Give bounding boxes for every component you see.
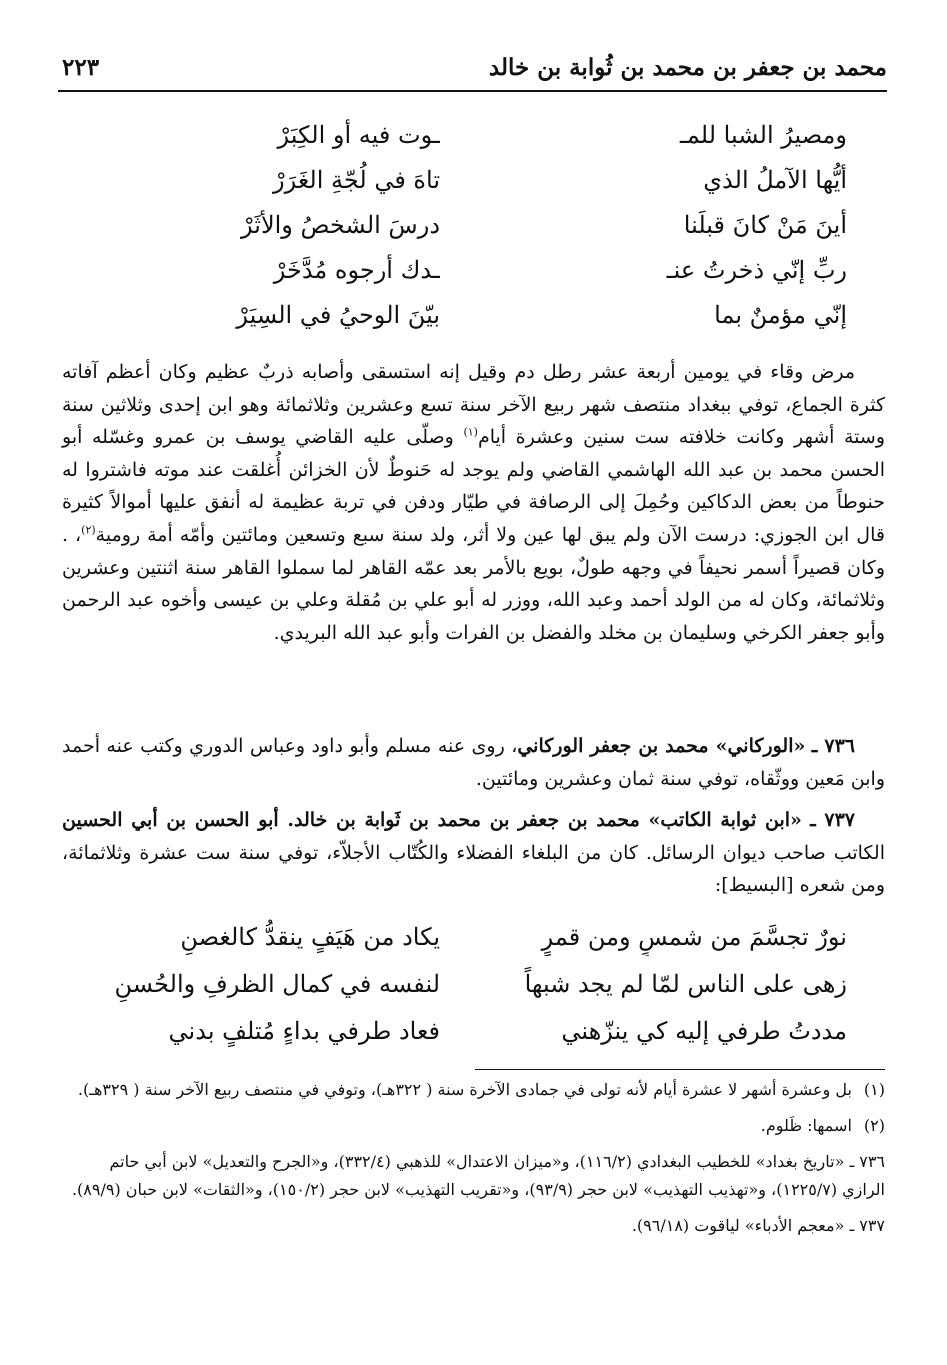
entry-number: ٧٣٧ ـ [810,809,855,831]
footnote-marker: (٢) [863,1116,885,1135]
footnote-text: بل وعشرة أشهر لا عشرة أيام لأنه تولى في جمادى الآخرة سنة ( ٣٢٢هـ)، وتوفي في منتصف ربيع الآخر سنة ( ٣٢٩هـ). [77,1080,852,1099]
footnotes [62,1076,885,1248]
hemistich-first: أينَ مَنْ كانَ قبلَنا [683,211,847,239]
biography-text [62,356,885,649]
entry-text: ، روى عنه مسلم وأبو داود وعباس الدوري وكتب عنه أحمد وابن مَعين ووثّقاه، توفي سنة ثمان وعشرين ومائتين. [62,735,885,790]
hemistich-first: ومصيرُ الشبا للمـ [679,121,847,149]
hemistich-first: مددتُ طرفي إليه كي ينزّهني [561,1017,847,1045]
entry-paragraph [62,730,885,795]
hemistich-second: درسَ الشخصُ والأثَرْ [241,211,440,239]
verse [100,251,847,296]
page-header [58,50,887,92]
verse [100,296,847,341]
entry-737 [62,804,885,902]
source-reference: ٧٣٦ ـ «تاريخ بغداد» للخطيب البغدادي (١١٦/٢)، و«ميزان الاعتدال» للذهبي (٣٣٢/٤)، و«الجرح والتعديل» لابن أبي حاتم الرازي (١٢٢٥/٧)، و«تهذيب التهذيب» لابن حجر (٩٣/٩)، و«تقريب التهذيب» لابن حجر (١٥٠/٢)، و«الثقات» لابن حبان (٨٩/٩). [71,1152,885,1199]
hemistich-first: نورٌ تجسَّمَ من شمسٍ ومن قمرٍ [541,923,847,951]
verse [100,161,847,206]
text-part: مرض وقاء في يومين أربعة عشر رطل دم وقيل إنه استسقى وأصابه ذربٌ عظيم وكان أعظم آفاته كثرة الجماع، توفي ببغداد منتصف شهر ربيع الآخر سنة تسع وعشرين وثلاثمائة وهو ابن إحدى وثلاثين سنة وستة أشهر وكانت خلافته ست سنين وعشرة أيام [62,361,885,449]
entry-paragraph [62,804,885,902]
verse [100,206,847,251]
hemistich-second: ـوت فيه أو الكِبَرْ [277,121,440,149]
verse [100,116,847,161]
footnote [62,1076,885,1104]
source-reference: ٧٣٧ ـ «معجم الأدباء» لياقوت (٩٦/١٨). [631,1216,885,1235]
page-number: ٢٢٣ [62,54,100,81]
poem-top [100,116,847,341]
hemistich-second: ـدك أرجوه مُدَّخَرْ [273,256,440,284]
footnote-ref[interactable]: (١) [463,425,478,439]
hemistich-first: أيُّها الآملُ الذي [703,166,847,194]
footnote-text: اسمها: ظَلوم. [760,1116,852,1135]
text-part: وصلّى عليه القاضي يوسف بن عمرو وغسّله أبو الحسن محمد بن عبد الله الهاشمي القاضي ولم يوجد له حَنوطٌ لأن الخزائن أُغلقت عند موته فاشتروا له حنوطاً من بعض الدكاكين وحُمِلَ إلى الرصافة في طيّار ودفن في تربة عظيمة له أنفق عليها أموالاً كثيرة قال ابن الجوزي: درست الآن ولم يبق لها عين ولا أثر، ولد سنة سبع وتسعين ومائتين وأمّه أمة رومية [62,426,885,546]
running-title: محمد بن جعفر بن محمد بن ثُوابة بن خالد [488,54,887,81]
hemistich-first: إنّي مؤمنٌ بما [714,301,847,329]
text-part: ، . وكان قصيراً أسمر نحيفاً في وجهه طولٌ، بويع بالأمر بعد عمّه القاهر لما سملوا القاهر سنة اثنتين وعشرين وثلاثمائة، وكان له من الولد أحمد وعبد الله، ووزر له أبو علي بن مُقلة وعلي بن عيسى وأخوه عبد الرحمن وأبو جعفر الكرخي وسليمان بن مخلد والفضل بن الفرات وأبو عبد الله البريدي. [62,523,885,644]
hemistich-second: يكاد من هَيَفٍ ينقدُّ كالغصنِ [180,923,440,951]
poem-bottom [100,918,847,1059]
hemistich-first: ربِّ إنّي ذخرتُ عنـ [666,256,847,284]
hemistich-second: تاهَ في لُجّةِ الغَرَرْ [273,166,440,194]
verse [100,1012,847,1059]
hemistich-second: بيّنَ الوحيُ في السِيَرْ [236,301,440,329]
entry-title: «ابن ثوابة الكاتب» محمد بن جعفر بن محمد بن ثَوابة بن خالد. أبو الحسن بن أبي الحسين [62,809,802,831]
hemistich-second: فعاد طرفي بداءٍ مُتلفٍ بدني [168,1017,440,1045]
footnote-marker: (١) [863,1080,885,1099]
footnote [62,1112,885,1140]
hemistich-first: زهى على الناس لمّا لم يجد شبهاً [524,970,847,998]
biography-paragraph [62,356,885,649]
entry-736 [62,730,885,795]
hemistich-second: لنفسه في كمال الظرفِ والحُسنِ [114,970,440,998]
verse [100,918,847,965]
entry-number: ٧٣٦ ـ [811,735,856,757]
entry-text: الكاتب صاحب ديوان الرسائل. كان من البلغاء الفضلاء والكُتّاب الأجلاّء، توفي سنة ست عشرة وثلاثمائة، ومن شعره [البسيط]: [62,841,885,897]
footnote-ref[interactable]: (٢) [81,523,96,537]
entry-title: «الوركاني» محمد بن جعفر الوركاني [517,735,806,757]
footnote-divider [475,1069,885,1070]
verse [100,965,847,1012]
